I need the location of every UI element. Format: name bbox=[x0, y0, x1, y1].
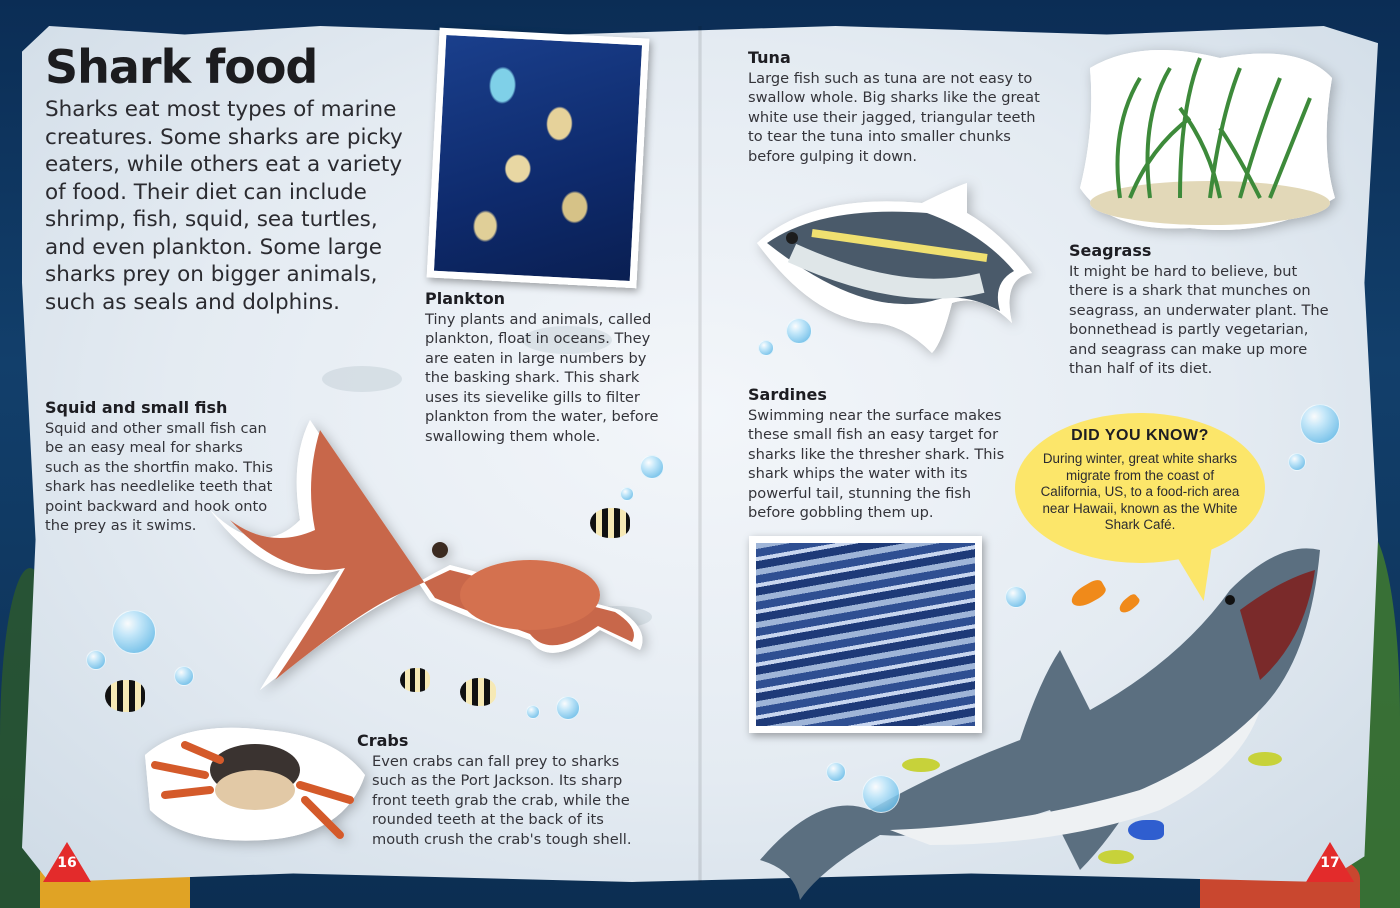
crabs-heading: Crabs bbox=[357, 731, 409, 750]
sardines-heading: Sardines bbox=[748, 385, 827, 404]
small-fish-3 bbox=[1098, 850, 1134, 864]
squid-heading: Squid and small fish bbox=[45, 398, 228, 417]
bubble bbox=[620, 487, 634, 501]
small-fish-2 bbox=[1248, 752, 1282, 766]
angelfish-3 bbox=[400, 668, 430, 692]
seagrass-body: It might be hard to believe, but there is a shark that munches on seagrass, an underwater plant. The bonnethead is partly vegetarian, and seagrass can make up more than half of its diet. bbox=[1069, 262, 1329, 377]
blue-tang-fish bbox=[1128, 820, 1164, 840]
sardines-section bbox=[748, 385, 1013, 523]
squid-illustration bbox=[200, 400, 670, 700]
intro-text: Sharks eat most types of marine creatures. Some sharks are picky eaters, while others eat a variety of food. Their diet can include shrimp, fish, squid, sea turtles, and even plankton. Some large sharks prey on bigger animals, such as seals and dolphins. bbox=[45, 97, 403, 315]
page-gutter bbox=[698, 26, 702, 882]
plankton-photo bbox=[427, 28, 650, 289]
bubble bbox=[640, 455, 664, 479]
bubble bbox=[86, 650, 106, 670]
bubble bbox=[526, 705, 540, 719]
tuna-body: Large fish such as tuna are not easy to swallow whole. Big sharks like the great white use their jagged, triangular teeth to tear the tuna into smaller chunks before gulping it down. bbox=[748, 69, 1040, 165]
bubble bbox=[174, 666, 194, 686]
bubble bbox=[1005, 586, 1027, 608]
angelfish-1 bbox=[590, 508, 630, 538]
squid-body: Squid and other small fish can be an easy meal for sharks such as the shortfin mako. This shark has needlelike teeth that point backward and hook onto the prey as it swims. bbox=[45, 419, 273, 534]
crab-illustration bbox=[125, 715, 375, 850]
bubble bbox=[556, 696, 580, 720]
angelfish-4 bbox=[460, 678, 496, 706]
bubble bbox=[1300, 404, 1340, 444]
seagrass-heading: Seagrass bbox=[1069, 241, 1152, 260]
tuna-section bbox=[748, 48, 1048, 166]
bubble bbox=[826, 762, 846, 782]
page-title: Shark food bbox=[45, 40, 318, 94]
plankton-body: Tiny plants and animals, called plankton, float in oceans. They are eaten in large numbers by the basking shark. This shark uses its sievelike gills to filter plankton from the water, before swallowing them whole. bbox=[425, 310, 659, 445]
seagrass-illustration bbox=[1070, 38, 1340, 238]
bubble bbox=[112, 610, 156, 654]
page-number-left: 16 bbox=[43, 842, 91, 882]
did-you-know-body: During winter, great white sharks migrate from the coast of California, US, to a food-rich area near Hawaii, known as the White Shark Café. bbox=[1040, 451, 1240, 533]
angelfish-2 bbox=[105, 680, 145, 712]
did-you-know-title: DID YOU KNOW? bbox=[1071, 427, 1209, 444]
bubble bbox=[758, 340, 774, 356]
page-number-right: 17 bbox=[1306, 842, 1354, 882]
crabs-section bbox=[357, 731, 647, 849]
small-fish-1 bbox=[902, 758, 940, 772]
seagrass-section bbox=[1069, 241, 1339, 379]
bubble bbox=[1288, 453, 1306, 471]
bubble bbox=[786, 318, 812, 344]
sardines-body: Swimming near the surface makes these small fish an easy target for sharks like the thresher shark. This shark whips the water with its powerful tail, stunning the fish before gobbling them up. bbox=[748, 406, 1005, 521]
bubble bbox=[862, 775, 900, 813]
great-white-shark-illustration bbox=[760, 540, 1320, 900]
tuna-heading: Tuna bbox=[748, 48, 791, 67]
plankton-heading: Plankton bbox=[425, 289, 506, 308]
crabs-body: Even crabs can fall prey to sharks such as the Port Jackson. Its sharp front teeth grab the crab, while the rounded teeth at the back of its mouth crush the crab's tough shell. bbox=[372, 752, 632, 848]
